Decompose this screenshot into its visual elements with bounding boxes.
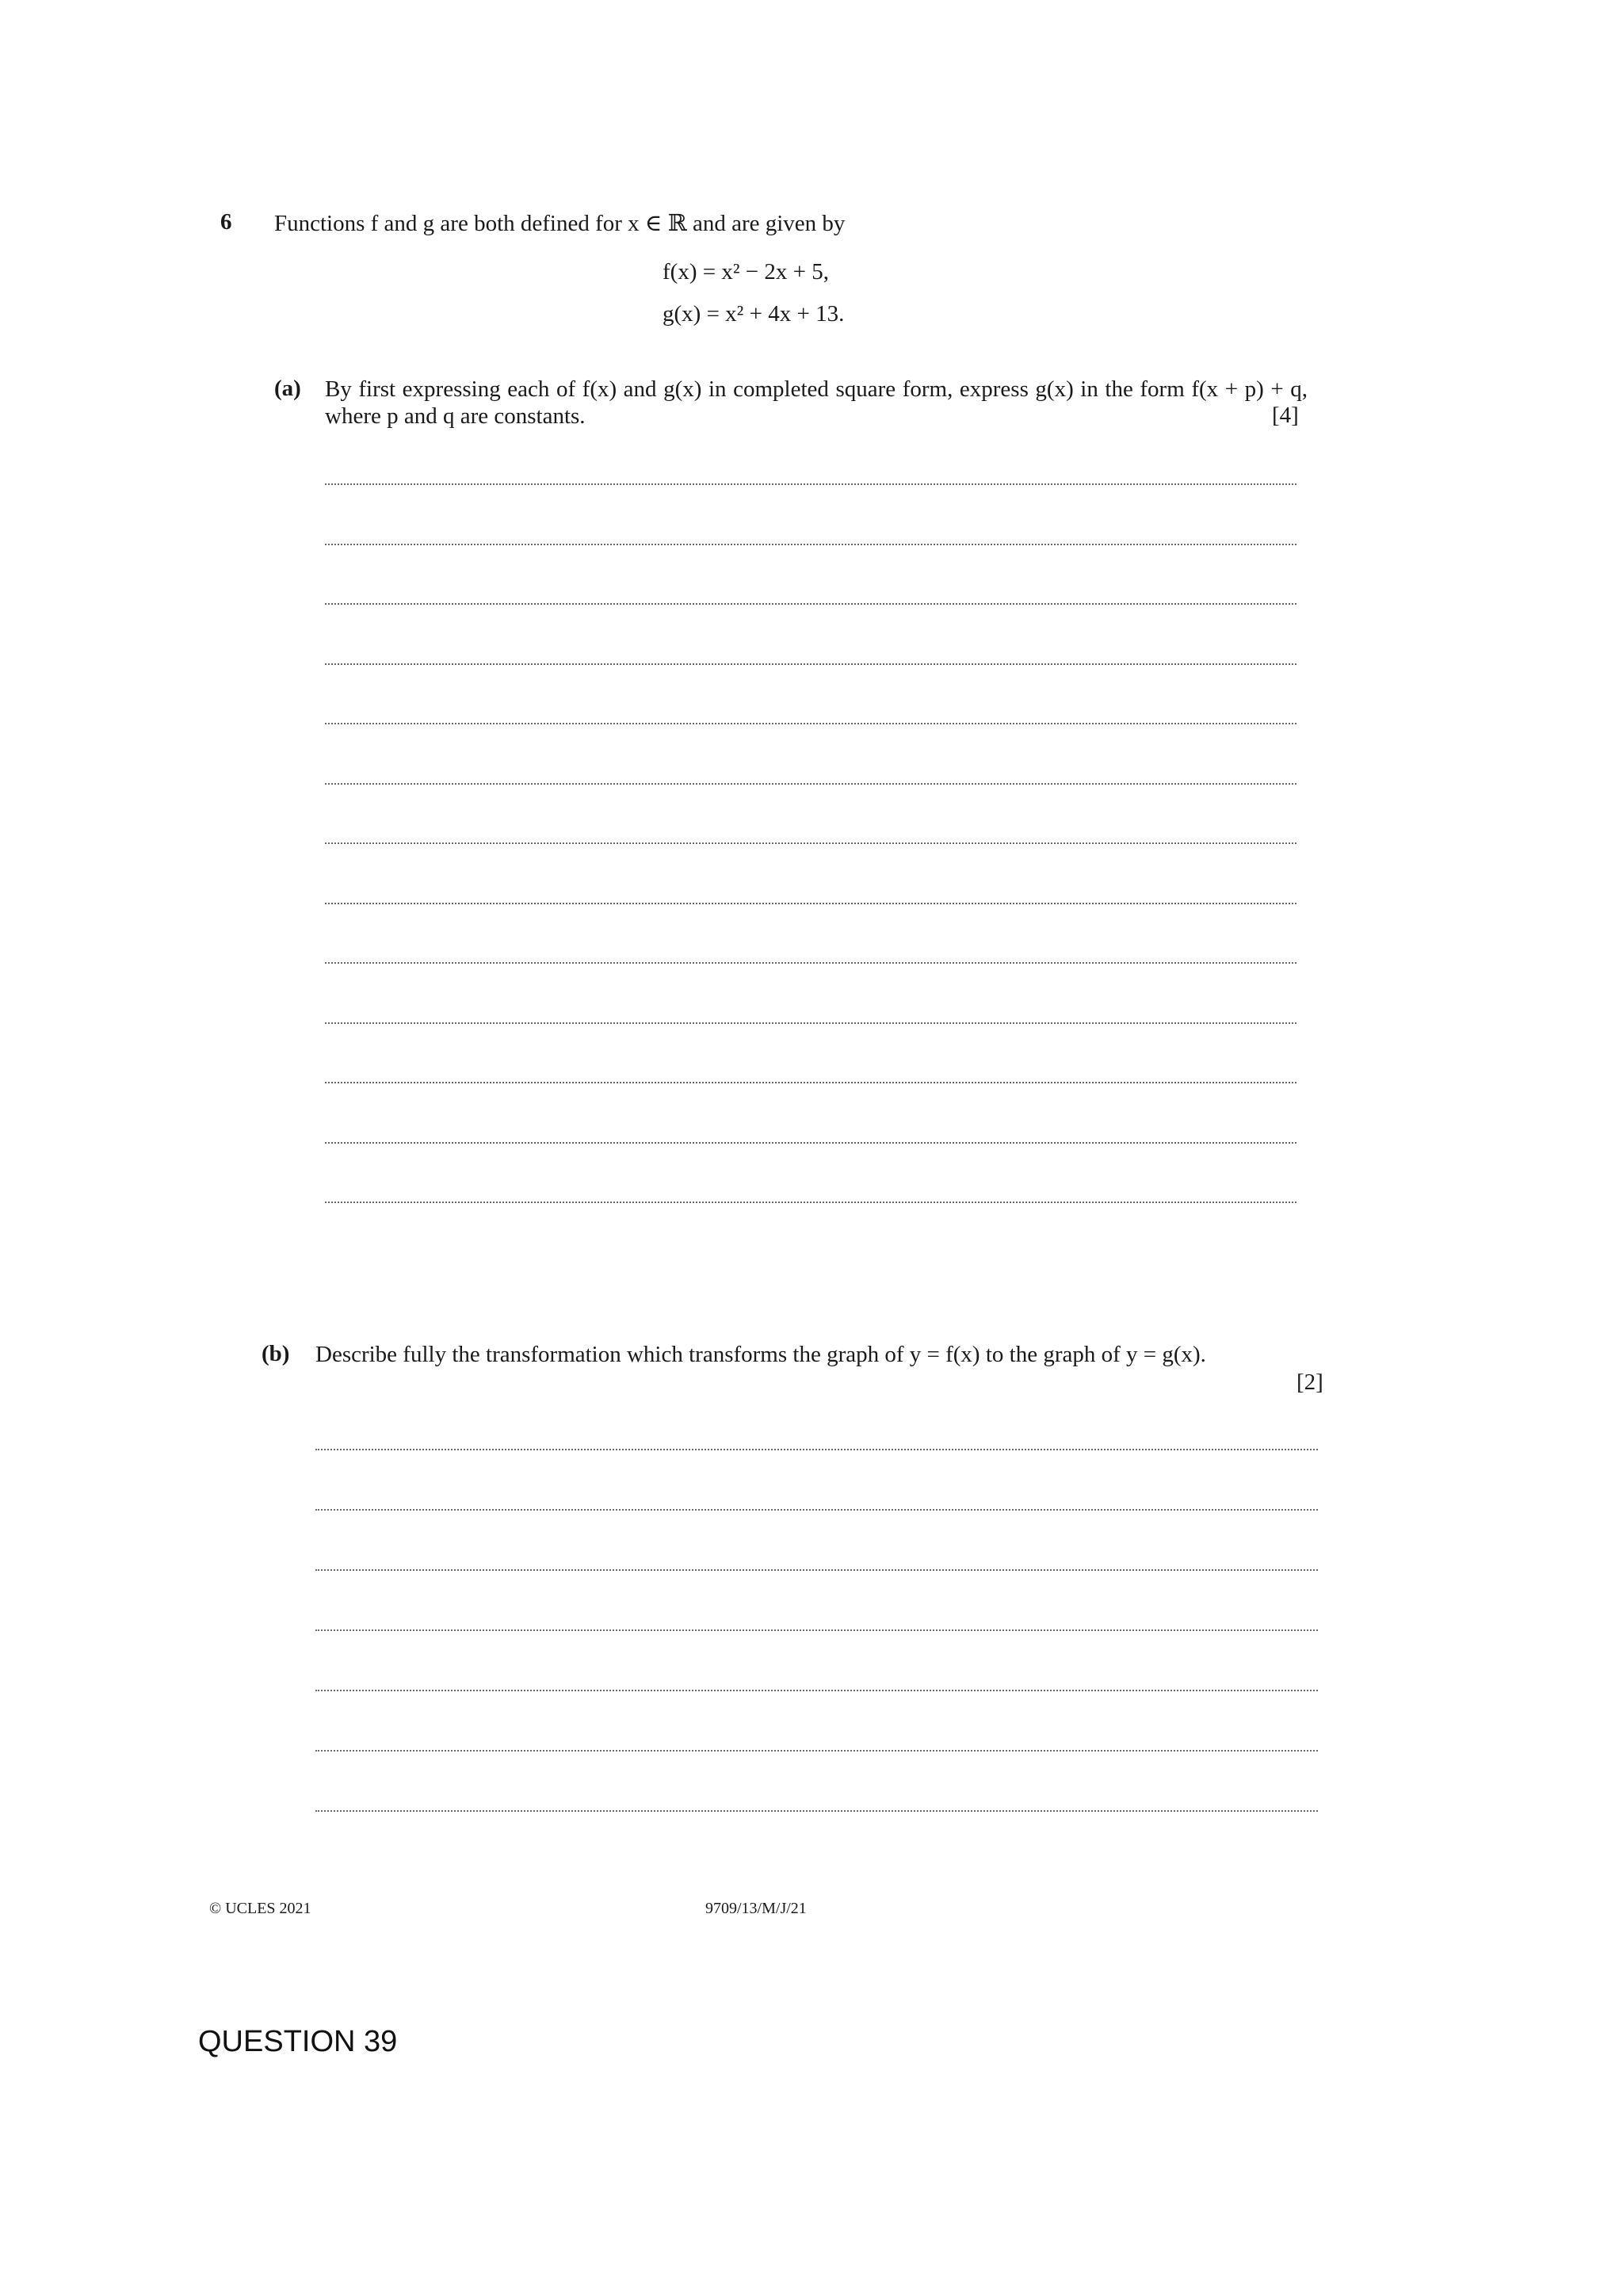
answer-line[interactable]	[315, 1569, 1318, 1571]
equation-f: f(x) = x² − 2x + 5,	[663, 259, 829, 285]
answer-line[interactable]	[325, 483, 1296, 485]
answer-line[interactable]	[315, 1690, 1318, 1691]
part-a-label: (a)	[274, 376, 301, 401]
part-b-marks: [2]	[1296, 1370, 1323, 1395]
answer-line[interactable]	[325, 663, 1296, 665]
answer-line[interactable]	[325, 1142, 1296, 1144]
answer-line[interactable]	[325, 723, 1296, 724]
answer-line[interactable]	[325, 783, 1296, 785]
answer-line[interactable]	[315, 1449, 1318, 1450]
question-number: 6	[220, 209, 232, 235]
answer-line[interactable]	[325, 842, 1296, 844]
part-a-marks: [4]	[1272, 403, 1299, 428]
answer-line[interactable]	[325, 1022, 1296, 1024]
part-b-text: Describe fully the transformation which transforms the graph of y = f(x) to the graph of y = g(x).	[315, 1342, 1206, 1367]
answer-line[interactable]	[315, 1810, 1318, 1812]
question-label: QUESTION 39	[198, 2025, 398, 2058]
question-stem: Functions f and g are both defined for x ∈ ℝ and are given by	[274, 211, 846, 236]
answer-line[interactable]	[325, 962, 1296, 964]
answer-line[interactable]	[315, 1509, 1318, 1511]
answer-line[interactable]	[315, 1750, 1318, 1752]
footer-copyright: © UCLES 2021	[209, 1900, 311, 1917]
part-a-text: By first expressing each of f(x) and g(x) in completed square form, express g(x) in the form f(x + p) + q, where p and q are constants.	[325, 376, 1308, 429]
answer-line[interactable]	[325, 903, 1296, 904]
answer-line[interactable]	[325, 544, 1296, 545]
answer-line[interactable]	[325, 1082, 1296, 1083]
footer-paper-code: 9709/13/M/J/21	[705, 1900, 807, 1917]
answer-line[interactable]	[325, 1201, 1296, 1203]
answer-line[interactable]	[315, 1629, 1318, 1631]
part-b-label: (b)	[262, 1341, 290, 1366]
equation-g: g(x) = x² + 4x + 13.	[663, 301, 845, 327]
answer-line[interactable]	[325, 603, 1296, 605]
